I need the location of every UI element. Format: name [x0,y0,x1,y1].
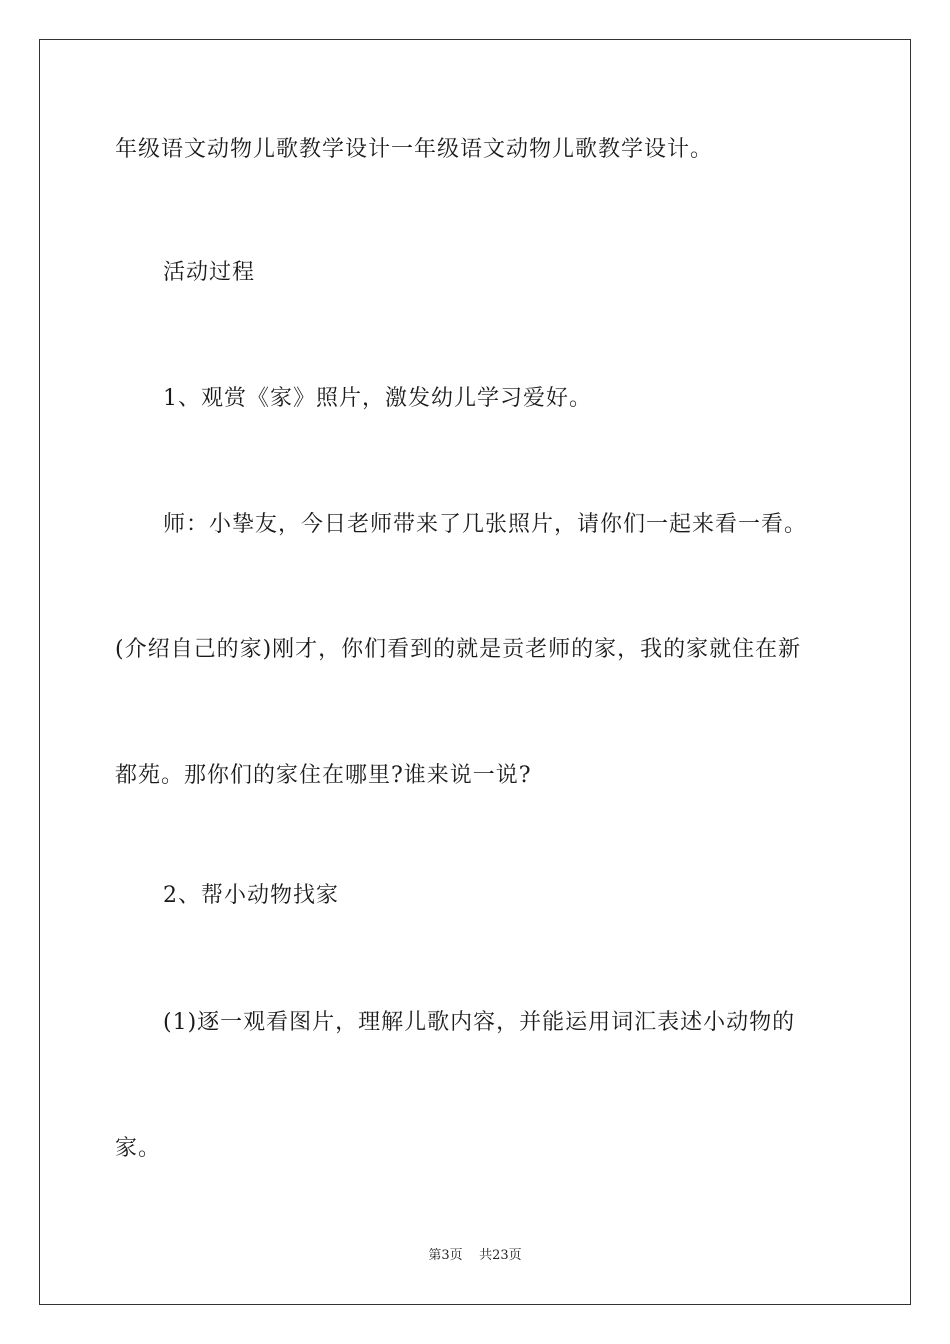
page-border [39,39,911,1305]
body-text-line: (1)逐一观看图片，理解儿歌内容，并能运用词汇表述小动物的 [163,1010,796,1035]
body-text-line: 1、观赏《家》照片，激发幼儿学习爱好。 [163,386,592,411]
page-number-footer: 第3页 共23页 [428,1248,522,1263]
body-text-line: 家。 [115,1136,162,1161]
section-heading: 活动过程 [163,260,256,285]
body-text-line: 师：小挚友，今日老师带来了几张照片，请你们一起来看一看。 [163,512,808,537]
section-heading: 2、帮小动物找家 [163,883,339,908]
body-text-line: 都苑。那你们的家住在哪里?谁来说一说? [115,763,532,788]
body-text-line: 年级语文动物儿歌教学设计一年级语文动物儿歌教学设计。 [115,137,714,162]
body-text-line: (介绍自己的家)刚才，你们看到的就是贡老师的家，我的家就住在新 [115,637,802,662]
